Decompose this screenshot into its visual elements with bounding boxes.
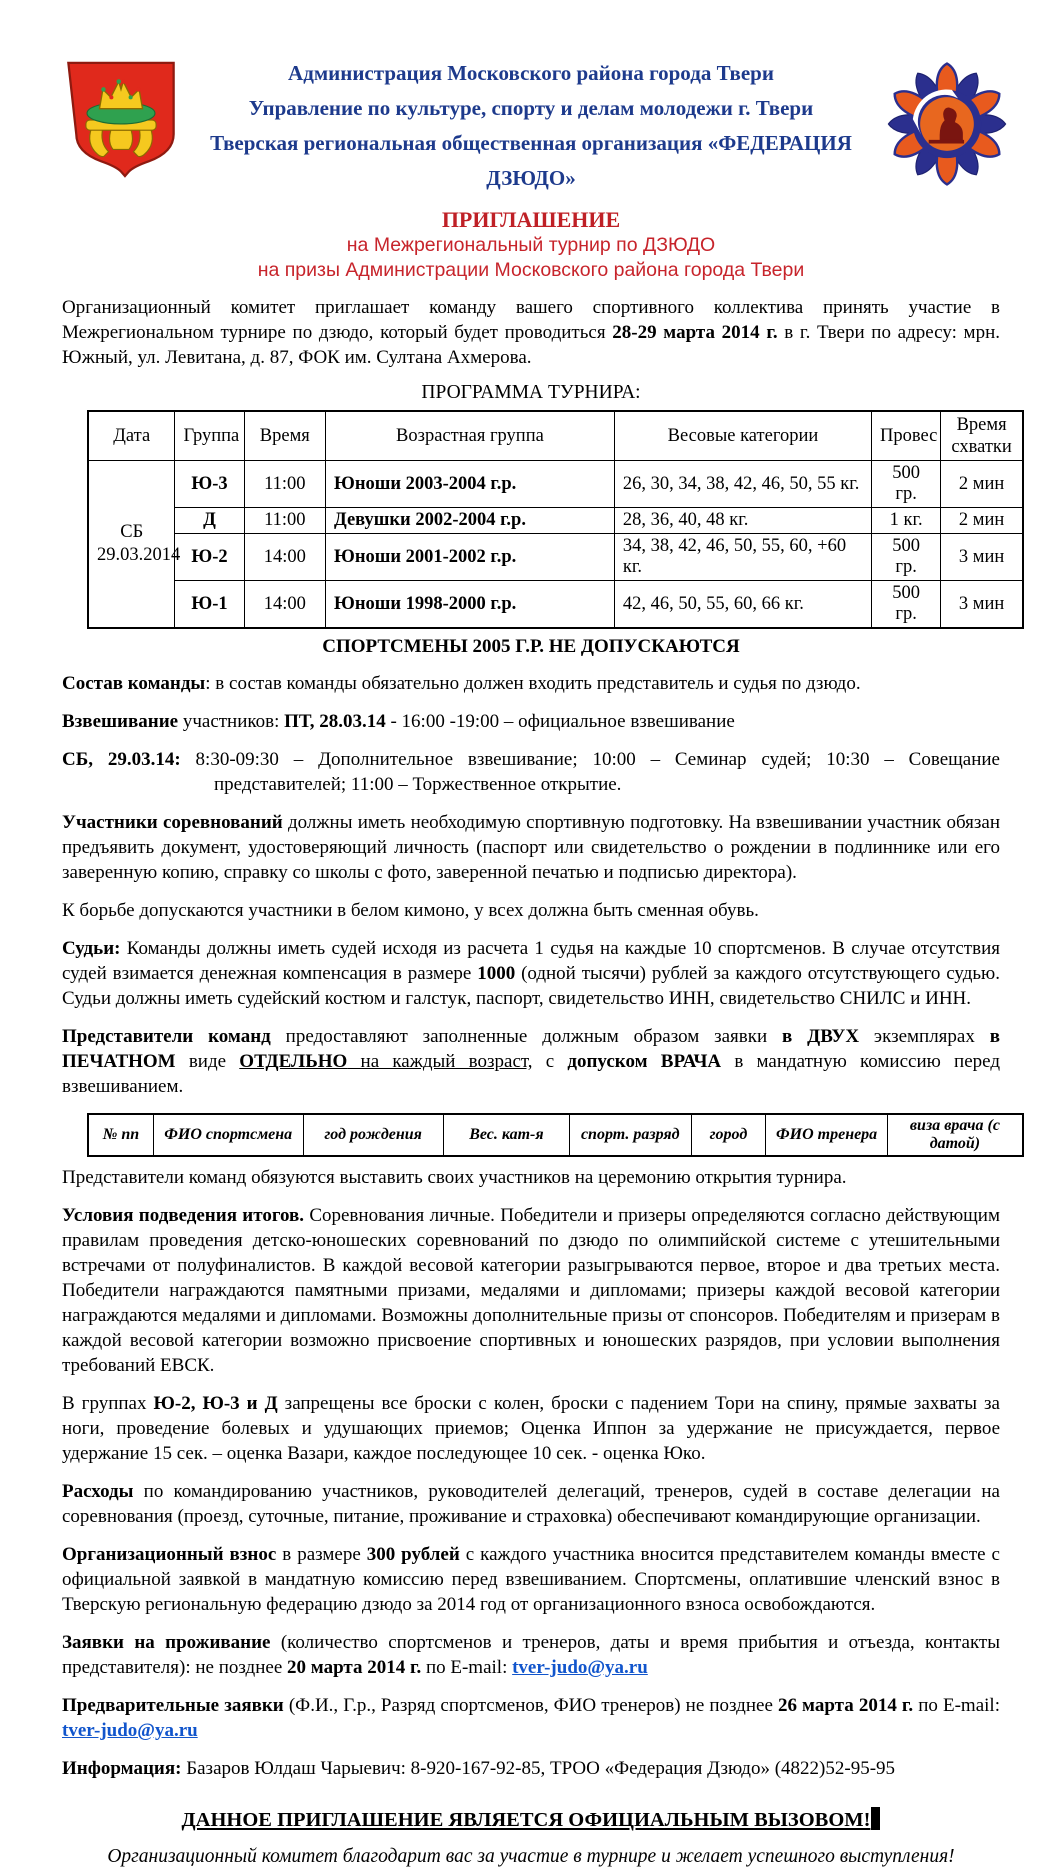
text-run: Состав команды (62, 673, 206, 694)
judges-paragraph (62, 936, 1000, 1011)
text-run: Судьи: (62, 938, 121, 959)
text-run: 1000 (477, 963, 516, 984)
groups-rules-paragraph (62, 1391, 1000, 1466)
text-run: экземплярах (859, 1026, 990, 1047)
text-run: (одной тысячи) рублей за каждого отсутствующего судью. Судьи должны иметь судейский костюм и галстук, паспорт, свидетельство ИНН, свидетельство СНИЛС и ИНН. (62, 963, 1000, 1009)
age-cell: Юноши 2003-2004 г.р. (325, 461, 614, 508)
text-run: на каждый возраст, (347, 1051, 533, 1072)
weights-cell: 34, 38, 42, 46, 50, 55, 60, +60 кг. (614, 534, 871, 581)
text-run: виде (175, 1051, 240, 1072)
text-run: Организационный комитет приглашает команду вашего спортивного коллектива принять участие в Межрегиональном турнире по дзюдо, который будет проводиться (62, 297, 1000, 343)
org-line-department: Управление по культуре, спорту и делам молодежи г. Твери (248, 96, 814, 120)
program-title: ПРОГРАММА ТУРНИРА: (421, 382, 641, 403)
text-run: 300 рублей (366, 1544, 460, 1565)
text-run: Условия подведения итогов. (62, 1205, 305, 1226)
entry-table-header-row (88, 1114, 1023, 1156)
text-run: Представители команд обязуются выставить своих участников на церемонию открытия турнира. (62, 1167, 847, 1188)
group-cell: Ю-3 (175, 461, 244, 508)
text-run: Организационный взнос (62, 1544, 277, 1565)
closing-thanks: Организационный комитет благодарит вас за участие в турнире и желает успешного выступления! (107, 1846, 955, 1867)
entry-col-weight-category: Вес. кат-я (443, 1114, 569, 1156)
document-subtitle-prizes: на призы Администрации Московского района города Твери (257, 258, 805, 281)
official-call-text (182, 1809, 871, 1831)
text-run: в ПЕЧАТНОМ (62, 1026, 1000, 1072)
text-run: 26 марта 2014 г. (777, 1695, 914, 1716)
text-run: 28-29 марта 2014 г. (612, 322, 778, 343)
text-run: ДАННОЕ ПРИГЛАШЕНИЕ ЯВЛЯЕТСЯ ОФИЦИАЛЬНЫМ ВЫЗОВОМ! (181, 1809, 871, 1831)
allowance-cell: 500 гр. (872, 534, 941, 581)
email-link[interactable]: tver-judo@ya.ru (512, 1657, 648, 1678)
entry-col-sport-rank: спорт. разряд (570, 1114, 692, 1156)
text-run: К борьбе допускаются участники в белом кимоно, у всех должна быть сменная обувь. (62, 900, 759, 921)
weights-cell: 26, 30, 34, 38, 42, 46, 50, 55 кг. (614, 461, 871, 508)
text-run: Предварительные заявки (62, 1695, 284, 1716)
text-cursor (871, 1807, 880, 1830)
allowance-cell: 500 гр. (872, 581, 941, 629)
date-day: СБ (120, 522, 144, 542)
text-run: (количество спортсменов и тренеров, даты и время прибытия и отъезда, контакты представителя): не позднее (62, 1632, 1000, 1678)
age-cell: Юноши 1998-2000 г.р. (325, 581, 614, 629)
text-run: - 16:00 -19:00 – официальное взвешивание (385, 711, 735, 732)
text-run: Информация: (62, 1758, 182, 1779)
text-run: Взвешивание (62, 711, 179, 732)
text-run: Соревнования личные. Победители и призеры определяются согласно действующим правилам проведения детско-юношеских соревнований по дзюдо по олимпийской системе с утешительными встречами от полуфиналистов. В каждой весовой категории разыгрываются первое, второе и два третьих места. Победители награждаются памятными призами, медалями и дипломами; призеры каждой весовой категории награждаются медалями и дипломами. Возможны дополнительные призы от спонсоров. Победителям и призерам в каждой весовой категории возможно присвоение спортивных и юношеских разрядов, при условии выполнения требований ЕВСК. (62, 1205, 1000, 1376)
table-row (88, 508, 1023, 534)
bout-cell: 2 мин (941, 461, 1023, 508)
time-cell: 14:00 (244, 581, 325, 629)
entry-col-birth-year: год рождения (303, 1114, 443, 1156)
time-cell: 11:00 (244, 508, 325, 534)
text-run: Заявки на проживание (62, 1632, 271, 1653)
text-run: предоставляют заполненные должным образом заявки (270, 1026, 783, 1047)
age-cell: Юноши 2001-2002 г.р. (325, 534, 614, 581)
col-header-allowance: Провес (872, 411, 941, 461)
program-table-header-row (88, 411, 1023, 461)
judo-federation-emblem-icon (886, 62, 1008, 186)
text-run: с (532, 1051, 568, 1072)
entry-col-number: № пп (88, 1114, 153, 1156)
weights-cell: 28, 36, 40, 48 кг. (614, 508, 871, 534)
text-run: в мандатную комиссию перед взвешиванием. (62, 1051, 1000, 1097)
accommodation-paragraph (62, 1630, 1000, 1680)
text-run: в ДВУХ (782, 1026, 860, 1047)
preliminary-entries-paragraph (62, 1693, 1000, 1743)
text-run: (Ф.И., Г.р., Разряд спортсменов, ФИО тренеров) не позднее (283, 1695, 778, 1716)
email-link[interactable]: tver-judo@ya.ru (62, 1720, 198, 1741)
text-run: Команды должны иметь судей исходя из расчета 1 судья на каждые 10 спортсменов. В случае отсутствия судей взимается денежная компенсация в размере (62, 938, 1000, 984)
text-run: по E-mail: (421, 1657, 513, 1678)
text-run: Расходы (62, 1481, 134, 1502)
results-conditions-paragraph (62, 1203, 1000, 1378)
text-run: Базаров Юлдаш Чарыевич: 8-920-167-92-85, ТРОО «Федерация Дзюдо» (4822)52-95-95 (181, 1758, 896, 1779)
participants-paragraph (62, 810, 1000, 885)
entry-col-city: город (691, 1114, 766, 1156)
text-run: 8:30-09:30 – Дополнительное взвешивание; 10:00 – Семинар судей; 10:30 – Совещание представителей; 11:00 – Торжественное открытие. (180, 749, 1000, 795)
time-cell: 11:00 (244, 461, 325, 508)
program-table (87, 410, 1024, 629)
intro-paragraph (62, 295, 1000, 370)
document-subtitle-tournament: на Межрегиональный турнир по ДЗЮДО (346, 234, 716, 256)
allowance-cell: 1 кг. (872, 508, 941, 534)
col-header-weight-categories: Весовые категории (614, 411, 871, 461)
document-header (62, 56, 1000, 282)
text-run: в г. Твери по адресу: мрн. Южный, ул. Левитана, д. 87, ФОК им. Султана Ахмерова. (62, 322, 1000, 368)
group-cell: Ю-1 (175, 581, 244, 629)
text-run: В группах (62, 1393, 154, 1414)
text-run: должны иметь необходимую спортивную подготовку. На взвешивании участник обязан предъявить документ, удостоверяющий личность (паспорт или свидетельство о рождении в подлиннике или его заверенную копию, справку со школы с фото, заверенной печатью и подписью директора). (62, 812, 1000, 883)
saturday-schedule-paragraph (62, 747, 1000, 797)
bout-cell: 3 мин (941, 581, 1023, 629)
text-run: ОТДЕЛЬНО (239, 1051, 348, 1072)
tver-coat-of-arms-icon (64, 60, 178, 180)
col-header-age-group: Возрастная группа (325, 411, 614, 461)
text-run: участников: (178, 711, 285, 732)
text-run: СБ, 29.03.14: (62, 749, 181, 770)
organization-lines (177, 56, 885, 196)
text-run: Участники соревнований (62, 812, 283, 833)
col-header-date: Дата (88, 411, 175, 461)
text-run: допуском ВРАЧА (567, 1051, 722, 1072)
table-row (88, 534, 1023, 581)
text-run: в размере (276, 1544, 367, 1565)
ceremony-paragraph (62, 1165, 1000, 1190)
expenses-paragraph (62, 1479, 1000, 1529)
col-header-group: Группа (175, 411, 244, 461)
text-run: с каждого участника вносится представителем команды вместе с официальной заявкой в мандатную комиссию перед взвешиванием. Спортсмены, оплатившие членский взнос в Тверскую региональную федерацию дзюдо за 2014 год от организационного взноса освобождаются. (62, 1544, 1000, 1615)
col-header-bout-time: Время схватки (941, 411, 1023, 461)
text-run: : в состав команды обязательно должен входить представитель и судья по дзюдо. (205, 673, 861, 694)
entry-col-doctor-visa: виза врача (с датой) (887, 1114, 1023, 1156)
bout-cell: 2 мин (941, 508, 1023, 534)
col-header-time: Время (244, 411, 325, 461)
info-contact-paragraph (62, 1756, 1000, 1781)
date-cell (88, 461, 181, 629)
age-restriction-notice: СПОРТСМЕНЫ 2005 Г.Р. НЕ ДОПУСКАЮТСЯ (322, 636, 740, 657)
org-line-administration: Администрация Московского района города Твери (288, 61, 774, 85)
text-run: Представители команд (62, 1026, 271, 1047)
official-call-line (62, 1807, 1000, 1832)
age-cell: Девушки 2002-2004 г.р. (325, 508, 614, 534)
text-run: по E-mail: (913, 1695, 1000, 1716)
bout-cell: 3 мин (941, 534, 1023, 581)
table-row (88, 461, 1023, 508)
entry-col-athlete-name: ФИО спортсмена (153, 1114, 303, 1156)
team-composition-paragraph (62, 671, 1000, 696)
group-cell: Ю-2 (175, 534, 244, 581)
representatives-paragraph (62, 1024, 1000, 1099)
table-row (88, 581, 1023, 629)
entry-form-table (87, 1113, 1024, 1157)
kimono-paragraph (62, 898, 1000, 923)
weighin-paragraph (62, 709, 1000, 734)
text-run: 20 марта 2014 г. (287, 1657, 422, 1678)
entry-col-coach-name: ФИО тренера (766, 1114, 888, 1156)
text-run: запрещены все броски с колен, броски с падением Тори на спину, прямые захваты за ноги, проведение болевых и удушающих приемов; Оценка Иппон за удержание не присуждается, первое удержание 15 сек. – оценка Вазари, каждое последующее 10 сек. - оценка Юко. (62, 1393, 1000, 1464)
group-cell: Д (175, 508, 244, 534)
weights-cell: 42, 46, 50, 55, 60, 66 кг. (614, 581, 871, 629)
text-run: Ю-2, Ю-3 и Д (153, 1393, 278, 1414)
time-cell: 14:00 (244, 534, 325, 581)
text-run: по командированию участников, руководителей делегаций, тренеров, судей в составе делегации на соревнования (проезд, суточные, питание, проживание и страховка) обеспечивают командирующие организации. (62, 1481, 1000, 1527)
text-run: ПТ, 28.03.14 (284, 711, 386, 732)
date-value: 29.03.2014 (97, 545, 181, 565)
title-block (62, 207, 1000, 282)
fee-paragraph (62, 1542, 1000, 1617)
org-line-federation: Тверская региональная общественная организация «ФЕДЕРАЦИЯ ДЗЮДО» (210, 131, 852, 190)
allowance-cell: 500 гр. (872, 461, 941, 508)
document-title: ПРИГЛАШЕНИЕ (441, 207, 621, 232)
